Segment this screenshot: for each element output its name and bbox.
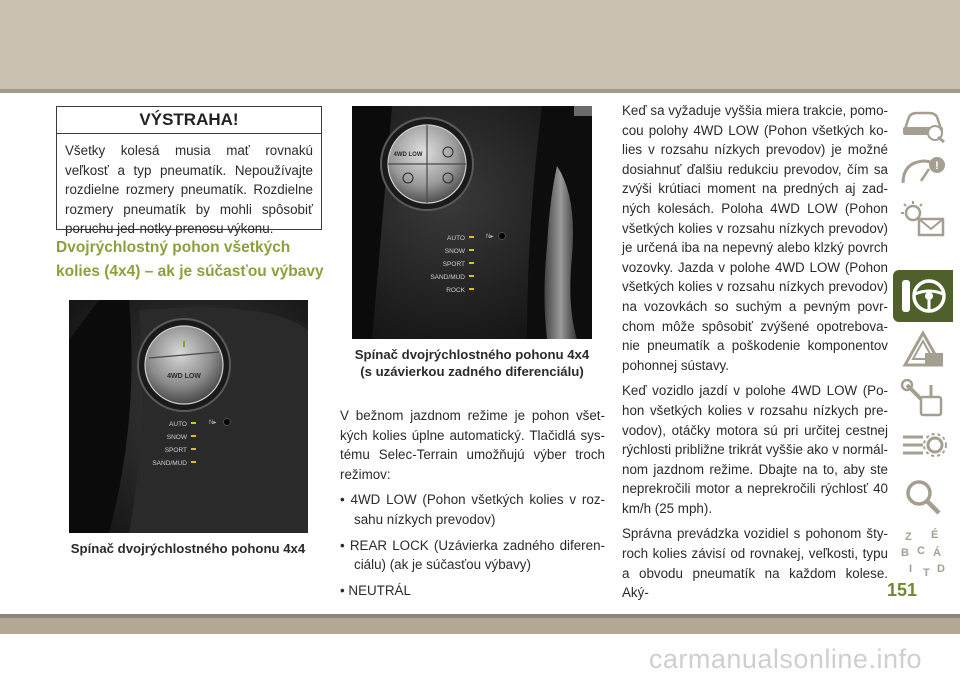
mode-label: SPORT [442,261,465,268]
search-icon[interactable] [893,472,953,522]
figure1-caption: Spínač dvojrýchlostného pohonu 4x4 [70,541,306,556]
column2-text [340,406,605,606]
column3-text [622,101,888,609]
figure2-caption: Spínač dvojrýchlostného pohonu 4x4 (s uzávierkou zadného diferenciálu) [354,347,590,379]
index-letter: I [909,563,913,575]
knob-label-4wd: 4WD LOW [393,152,423,158]
car-info-icon[interactable] [893,98,953,148]
svg-text:N▸: N▸ [486,234,494,240]
bullet-item: • 4WD LOW (Pohon všetkých kolies v roz-sahu nízkych prevodov) [340,492,605,527]
tools-icon[interactable] [893,374,953,424]
index-letter: Z [905,531,912,543]
index-letter: B [901,547,909,559]
index-letter: C [917,545,925,557]
index-letter: T [923,567,930,579]
column3-paragraph: Keď sa vyžaduje vyššia miera trakcie, pomo-cou polohy 4WD LOW (Pohon všetkých ko-lies v rozsahu nízkych prevodov) je možné dosiahnuť ďalšiu redukciu prevodov, čím sa zvýši krútiaci moment na predných aj zad-ných kolesách. Poloha 4WD LOW (Pohon všetkých kolies v rozsahu nízkych prevodov) je určená iba na nepevný alebo klzký povrch vozovky. Jazda v polohe 4WD LOW (Pohon všetkých kolies v rozsahu nízkych prevodov) na vozovkách so suchým a pevným povr-chom môže spôsobiť zvýšené opotrebova-nie pneumatík a poškodenie komponentov pohonnej sústavy. [622,103,888,373]
header-stripe [0,89,960,93]
column3-paragraph: Keď vozidlo jazdí v polohe 4WD LOW (Po-hon všetkých kolies v rozsahu nízkych pre-vodov), otáčky motora sú pri určitej cestnej rýchlosti približne trikrát vyššie ako v normál-nom jazdnom režime. Dbajte na to, aby ste neprekročili motor a neprekročili rýchlosť 40 km/h (25 mph). [622,383,888,516]
mode-label: SAND/MUD [430,274,465,281]
index-letter: Á [933,547,941,559]
figure-4x4-switch-photo [69,300,308,533]
mode-label: SAND/MUD [152,460,187,467]
svg-text:N▸: N▸ [209,420,217,426]
column3-paragraph: Správna prevádzka vozidiel s pohonom šty-roch kolies závisí od rovnakej, veľkosti, typu a obvodu pneumatík na každom kolese. Aký- [622,526,888,601]
section-heading: Dvojrýchlostný pohon všetkých kolies (4x4) – ak je súčasťou výbavy [56,239,324,280]
mode-label: SPORT [164,447,187,454]
mode-label: SNOW [166,434,187,441]
watermark: carmanualsonline.info [648,644,922,674]
index-letter: É [931,529,939,541]
steering-wheel-icon[interactable] [893,270,953,322]
warning-title: VÝSTRAHA! [57,107,321,134]
figure-4x4-rear-lock-switch-photo [352,106,592,339]
warning-text: Všetky kolesá musia mať rovnakú veľkosť a typ pneumatík. Nepoužívajte rozdielne rozmery pneumatík. Rozdielne rozmery pneumatík by mohli spôsobiť poruchu jed-notky prenosu výkonu. [65,143,313,237]
knob-label-4wd: 4WD LOW [167,373,201,380]
warning-box [56,106,322,237]
index-letter: D [937,563,945,575]
page-number: 151 [886,580,918,600]
bullet-item: • REAR LOCK (Uzávierka zadného diferen-ciálu) (ak je súčasťou výbavy) [340,537,605,573]
dashboard-warning-icon[interactable] [893,146,953,196]
column2-intro: V bežnom jazdnom režime je pohon všet-kých kolies úplne automatický. Tlačidlá sys-tému Selec-Terrain umožňujú výber troch režimov: [340,408,605,482]
svg-text:!: ! [935,160,939,172]
mode-label: AUTO [447,235,465,242]
mode-label: ROCK [446,287,465,294]
mode-label: AUTO [169,421,187,428]
alphabet-index-icon[interactable] [893,524,953,588]
specifications-icon[interactable] [893,422,953,472]
header-band [0,0,960,89]
mode-label: SNOW [444,248,465,255]
bullet-item: • NEUTRÁL [340,582,411,598]
lights-message-icon[interactable] [893,194,953,244]
hazard-triangle-icon[interactable] [893,324,953,374]
footer-band [0,618,960,634]
